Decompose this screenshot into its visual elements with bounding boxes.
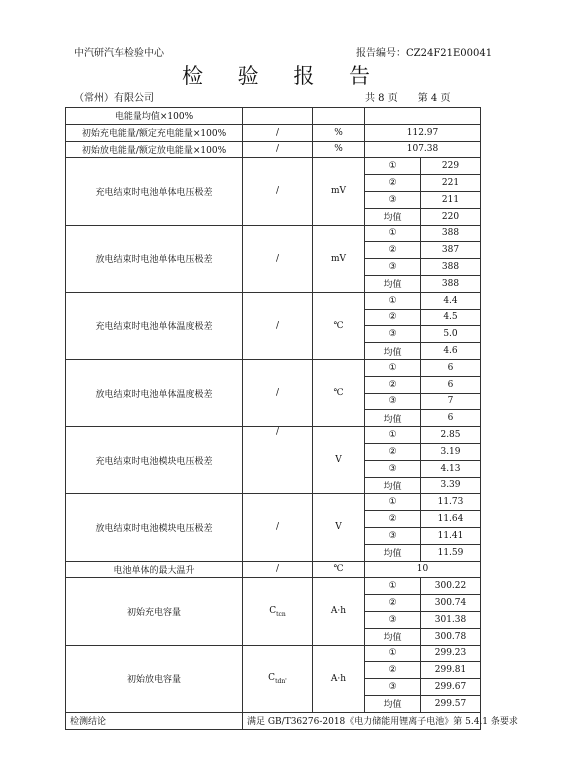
cell — [421, 208, 481, 225]
cell — [421, 309, 481, 326]
sample-index: ① — [388, 430, 397, 441]
cell — [66, 578, 243, 645]
unit-value: ℃ — [333, 564, 344, 575]
std-value: / — [275, 427, 280, 438]
cell — [66, 712, 243, 729]
sample-value: 5.0 — [443, 329, 458, 340]
sample-value: 7 — [447, 396, 454, 407]
cell — [365, 544, 421, 561]
result-value: 10 — [416, 564, 429, 575]
cell — [365, 477, 421, 494]
conclusion-label: 检测结论 — [70, 717, 107, 728]
cell — [421, 443, 481, 460]
row-label: 充电结束时电池单体电压极差 — [95, 187, 213, 198]
sample-index: 均值 — [383, 347, 402, 358]
page-info — [365, 89, 450, 104]
std-symbol: C — [269, 605, 277, 616]
sample-value: 11.64 — [437, 514, 464, 525]
sample-index: ② — [388, 514, 397, 525]
cell — [365, 108, 481, 125]
sample-value: 299.67 — [434, 681, 467, 692]
sample-index: ③ — [388, 329, 397, 340]
sample-index: ① — [388, 295, 397, 306]
report-title: 检 验 报 告 — [181, 64, 385, 88]
sample-index: ③ — [388, 614, 397, 625]
sample-value: 299.23 — [434, 648, 467, 659]
cell — [66, 108, 243, 125]
cell — [421, 695, 481, 712]
std-value: / — [275, 522, 280, 533]
unit-value: % — [334, 144, 343, 155]
cell — [313, 141, 365, 158]
sample-value: 301.38 — [434, 614, 467, 625]
table-row — [66, 494, 481, 511]
cell — [365, 578, 421, 595]
sample-index: ② — [388, 446, 397, 457]
row-label: 电能量均值×100% — [114, 112, 194, 123]
table-row — [66, 225, 481, 242]
sample-index: 均值 — [383, 700, 402, 711]
std-subscript: tcn — [276, 610, 286, 618]
unit-value: ℃ — [333, 320, 344, 331]
row-label: 初始充电容量 — [126, 607, 181, 618]
sample-index: ② — [388, 312, 397, 323]
std-value: / — [275, 253, 280, 264]
cell — [66, 494, 243, 561]
cell — [313, 561, 365, 578]
cell — [313, 124, 365, 141]
cell — [313, 225, 365, 292]
cell — [365, 393, 421, 410]
sample-value: 4.13 — [440, 463, 461, 474]
cell — [313, 578, 365, 645]
std-value: / — [275, 127, 280, 138]
sample-value: 300.22 — [434, 581, 467, 592]
cell — [365, 695, 421, 712]
unit-value: % — [334, 127, 343, 138]
cell — [66, 561, 243, 578]
cell — [421, 191, 481, 208]
unit-value: mV — [330, 186, 347, 197]
cell — [421, 359, 481, 376]
cell — [365, 158, 421, 175]
sample-value: 11.73 — [437, 497, 464, 508]
table-row — [66, 124, 481, 141]
cell — [421, 376, 481, 393]
cell — [365, 326, 421, 343]
cell — [421, 427, 481, 444]
cell — [365, 376, 421, 393]
std-value: / — [275, 320, 280, 331]
sample-value: 4.6 — [443, 346, 458, 357]
report-number — [356, 44, 492, 59]
cell — [243, 108, 313, 125]
cell — [313, 292, 365, 359]
cell — [365, 494, 421, 511]
sample-value: 388 — [441, 228, 460, 239]
sample-index: ② — [388, 598, 397, 608]
unit-value: A·h — [330, 606, 347, 617]
table-row — [66, 108, 481, 125]
cell — [365, 242, 421, 259]
sample-index: 均值 — [383, 549, 402, 560]
cell — [365, 595, 421, 612]
cell — [313, 158, 365, 225]
cell — [421, 343, 481, 360]
cell — [66, 158, 243, 225]
inspection-table — [65, 107, 518, 730]
sample-index: 均值 — [383, 280, 402, 291]
sample-value: 2.85 — [440, 430, 461, 441]
cell — [421, 242, 481, 259]
cell — [365, 343, 421, 360]
sample-value: 6 — [447, 413, 454, 424]
table-row — [66, 578, 481, 595]
sample-index: ② — [388, 178, 397, 189]
sample-value: 6 — [447, 379, 454, 390]
cell — [365, 175, 421, 192]
sample-index: ② — [388, 665, 397, 676]
sample-value: 299.57 — [434, 698, 467, 709]
sample-value: 6 — [447, 362, 454, 373]
std-value: / — [275, 144, 280, 155]
sample-value: 11.41 — [437, 530, 464, 541]
cell — [421, 275, 481, 292]
unit-value: A·h — [330, 673, 347, 684]
cell — [243, 158, 313, 225]
cell — [365, 259, 421, 276]
sample-index: ① — [388, 648, 397, 659]
row-label: 充电结束时电池模块电压极差 — [95, 456, 213, 467]
row-label: 初始放电容量 — [126, 675, 181, 686]
cell — [243, 124, 313, 141]
cell — [365, 225, 421, 242]
std-subscript: tdn' — [275, 677, 287, 685]
result-value: 112.97 — [406, 127, 439, 138]
table-row — [66, 158, 481, 175]
sample-index: ③ — [388, 194, 397, 205]
cell — [365, 191, 421, 208]
row-label: 初始放电能量/额定放电能量×100% — [81, 145, 227, 156]
cell — [243, 712, 518, 729]
cell — [66, 427, 243, 494]
cell — [421, 460, 481, 477]
cell — [365, 511, 421, 528]
cell — [365, 460, 421, 477]
cell — [365, 208, 421, 225]
sample-index: 均值 — [383, 213, 402, 224]
sample-value: 299.81 — [434, 665, 467, 676]
cell — [421, 393, 481, 410]
cell — [421, 662, 481, 679]
row-label: 放电结束时电池模块电压极差 — [95, 523, 213, 534]
cell — [365, 679, 421, 696]
sample-value: 300.74 — [434, 598, 467, 608]
cell — [243, 561, 313, 578]
cell — [365, 359, 421, 376]
sample-value: 11.59 — [437, 547, 464, 558]
table-row — [66, 561, 481, 578]
cell — [421, 527, 481, 544]
cell — [66, 359, 243, 426]
cell — [421, 225, 481, 242]
sample-value: 388 — [441, 262, 460, 273]
cell — [365, 427, 421, 444]
cell — [421, 611, 481, 628]
sample-index: ③ — [388, 463, 397, 474]
cell — [365, 662, 421, 679]
sample-value: 3.39 — [440, 480, 461, 491]
cell — [313, 494, 365, 561]
conclusion-row — [66, 712, 481, 729]
unit-value: V — [335, 522, 342, 533]
cell — [365, 527, 421, 544]
row-label: 放电结束时电池单体温度极差 — [95, 389, 213, 400]
cell — [243, 427, 313, 494]
sample-value: 300.78 — [434, 631, 467, 642]
sample-value: 4.5 — [443, 312, 458, 323]
result-value: 107.38 — [406, 144, 439, 155]
sample-index: 均值 — [383, 633, 402, 644]
cell — [243, 359, 313, 426]
std-value: / — [275, 564, 280, 575]
report-number-value: CZ24F21E00041 — [406, 48, 493, 59]
org-name: 中汽研汽车检验中心 — [74, 48, 164, 59]
cell — [243, 141, 313, 158]
company-name: （常州）有限公司 — [74, 93, 154, 104]
cell — [365, 443, 421, 460]
row-label: 初始充电能量/额定充电能量×100% — [81, 129, 227, 140]
cell — [243, 645, 313, 712]
cell — [421, 326, 481, 343]
cell — [365, 309, 421, 326]
sample-index: ③ — [388, 530, 397, 541]
cell — [313, 108, 365, 125]
cell — [421, 628, 481, 645]
cell — [365, 292, 421, 309]
sample-index: ③ — [388, 262, 397, 273]
sample-value: 211 — [441, 194, 460, 205]
cell — [365, 611, 421, 628]
cell — [365, 628, 421, 645]
report-number-label: 报告编号： — [356, 48, 406, 59]
cell — [243, 578, 313, 645]
sample-value: 387 — [441, 245, 460, 256]
unit-value: ℃ — [333, 388, 344, 399]
cell — [421, 158, 481, 175]
sample-index: ① — [388, 228, 397, 239]
sample-index: ② — [388, 379, 397, 390]
cell — [313, 359, 365, 426]
cell — [421, 259, 481, 276]
cell — [365, 561, 481, 578]
cell — [365, 124, 481, 141]
cell — [243, 494, 313, 561]
std-symbol: C — [268, 672, 276, 683]
sample-index: ② — [388, 245, 397, 256]
sample-index: ① — [388, 581, 397, 592]
cell — [365, 275, 421, 292]
sample-value: 220 — [441, 211, 460, 222]
conclusion-text: 满足 GB/T36276-2018《电力储能用锂离子电池》第 5.4.1 条要求 — [247, 717, 518, 728]
cell — [421, 679, 481, 696]
cell — [421, 410, 481, 427]
cell — [365, 410, 421, 427]
cell — [66, 645, 243, 712]
cell — [313, 645, 365, 712]
cell — [421, 645, 481, 662]
sample-index: ① — [388, 497, 397, 508]
cell — [313, 427, 365, 494]
cell — [421, 494, 481, 511]
std-value: / — [275, 388, 280, 399]
cell — [421, 595, 481, 612]
sample-index: ① — [388, 362, 397, 373]
cell — [66, 225, 243, 292]
cell — [421, 477, 481, 494]
cell — [421, 578, 481, 595]
table-row — [66, 141, 481, 158]
sample-index: 均值 — [383, 481, 402, 492]
sample-index: ③ — [388, 681, 397, 692]
cell — [66, 141, 243, 158]
sample-index: ① — [388, 161, 397, 172]
cell — [66, 124, 243, 141]
table-row — [66, 645, 481, 662]
table-row — [66, 427, 481, 444]
sample-value: 3.19 — [440, 446, 461, 457]
sample-index: ③ — [388, 396, 397, 407]
row-label: 电池单体的最大温升 — [113, 565, 195, 576]
sample-value: 229 — [441, 161, 460, 172]
sample-value: 221 — [441, 178, 460, 189]
current-page: 第 4 页 — [417, 93, 451, 104]
cell — [421, 175, 481, 192]
std-value: / — [275, 186, 280, 197]
total-pages: 共 8 页 — [365, 93, 398, 104]
cell — [365, 141, 481, 158]
row-label: 充电结束时电池单体温度极差 — [95, 322, 213, 333]
cell — [421, 292, 481, 309]
unit-value: mV — [330, 253, 347, 264]
cell — [243, 225, 313, 292]
cell — [421, 544, 481, 561]
cell — [243, 292, 313, 359]
sample-value: 388 — [441, 278, 460, 289]
unit-value: V — [335, 455, 342, 466]
sample-value: 4.4 — [443, 295, 458, 306]
cell — [66, 292, 243, 359]
table-row — [66, 359, 481, 376]
cell — [365, 645, 421, 662]
table-row — [66, 292, 481, 309]
cell — [421, 511, 481, 528]
row-label: 放电结束时电池单体电压极差 — [95, 255, 213, 266]
sample-index: 均值 — [383, 414, 402, 425]
